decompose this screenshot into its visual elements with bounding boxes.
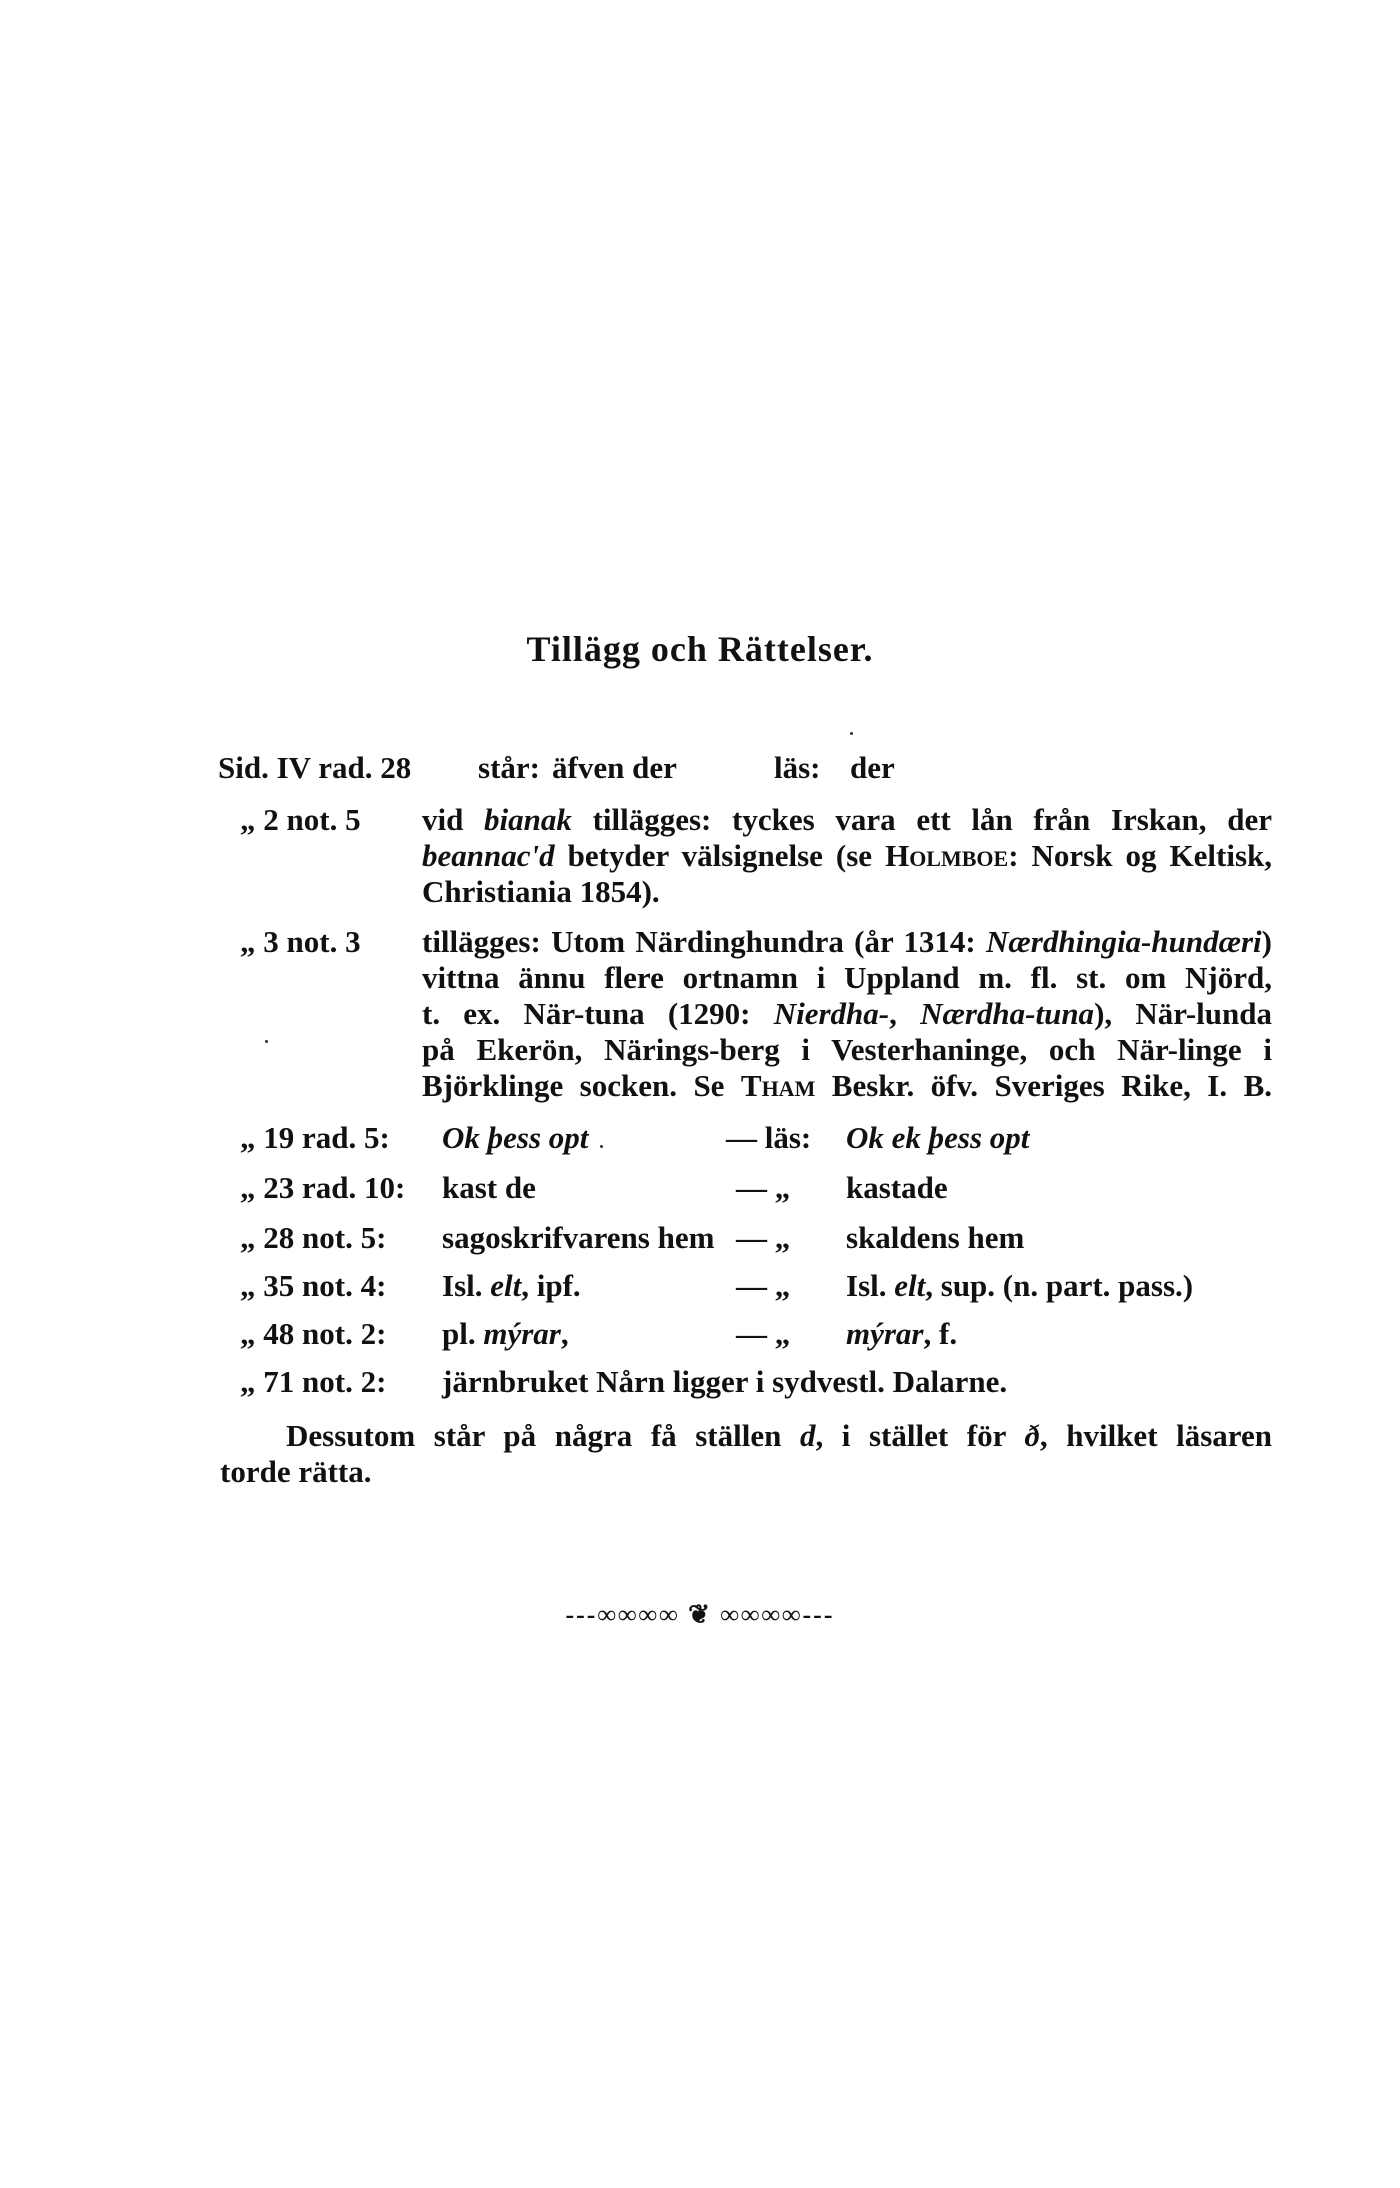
entry-las-label: läs:	[774, 750, 821, 785]
entry-wrong: Ok þess opt	[442, 1120, 589, 1155]
entry-wrong: pl. mýrar,	[442, 1316, 569, 1351]
page-title: Tillägg och Rättelser.	[526, 629, 874, 669]
entry-line: vittna ännu flere ortnamn i Uppland m. fl. st. om Njörd,	[422, 960, 1272, 995]
entry-ref: „ 2 not. 5	[240, 802, 361, 837]
entry-wrong: äfven der	[552, 750, 677, 785]
entry-right: skaldens hem	[846, 1220, 1025, 1255]
entry-right: Isl. elt, sup. (n. part. pass.)	[846, 1268, 1194, 1303]
entry-ref: „ 48 not. 2:	[240, 1316, 387, 1351]
ornament-divider: ---∞∞∞∞ ❦ ∞∞∞∞---	[565, 1600, 835, 1629]
entry-ref: „ 71 not. 2:	[240, 1364, 387, 1399]
entry-wrong: kast de	[442, 1170, 536, 1205]
entry-dash: — läs:	[726, 1120, 812, 1155]
entry-ref: „ 23 rad. 10:	[240, 1170, 406, 1205]
entry-line: tillägges: Utom Närdinghundra (år 1314: Nærdhingia-hundæri)	[422, 924, 1272, 959]
entry-right: mýrar, f.	[846, 1316, 958, 1351]
entry-label: står:	[478, 750, 540, 785]
entry-text: järnbruket Nårn ligger i sydvestl. Dalarne.	[442, 1364, 1008, 1399]
scan-speck	[850, 732, 853, 735]
entry-line: beannac'd betyder välsignelse (se Holmboe: Norsk og Keltisk,	[422, 838, 1272, 873]
scan-speck	[600, 1145, 603, 1148]
entry-dash: — „	[736, 1170, 791, 1205]
entry-ref: „ 3 not. 3	[240, 924, 361, 959]
entry-line: t. ex. När-tuna (1290: Nierdha-, Nærdha-tuna), När-lunda	[422, 996, 1273, 1031]
footer-line: torde rätta.	[220, 1454, 372, 1489]
entry-ref: „ 19 rad. 5:	[240, 1120, 390, 1155]
entry-dash: — „	[736, 1220, 791, 1255]
entry-line: Björklinge socken. Se Tham Beskr. öfv. Sveriges Rike, I. B.	[422, 1068, 1272, 1103]
entry-wrong: Isl. elt, ipf.	[442, 1268, 581, 1303]
footer-line: Dessutom står på några få ställen d, i stället för ð, hvilket läsaren	[286, 1418, 1272, 1453]
entry-wrong: sagoskrifvarens hem	[442, 1220, 715, 1255]
entry-line: på Ekerön, Närings-berg i Vesterhaninge, och När-linge i	[422, 1032, 1272, 1067]
entry-dash: — „	[736, 1316, 791, 1351]
entry-ref: „ 35 not. 4:	[240, 1268, 387, 1303]
entry-ref: Sid. IV rad. 28	[218, 750, 412, 785]
entry-right: Ok ek þess opt	[846, 1120, 1030, 1155]
entry-dash: — „	[736, 1268, 791, 1303]
entry-ref: „ 28 not. 5:	[240, 1220, 387, 1255]
entry-right: kastade	[846, 1170, 948, 1205]
entry-right: der	[850, 750, 895, 785]
scan-speck	[265, 1040, 268, 1043]
entry-line: vid bianak tillägges: tyckes vara ett lån från Irskan, der	[422, 802, 1272, 837]
entry-line: Christiania 1854).	[422, 874, 660, 909]
